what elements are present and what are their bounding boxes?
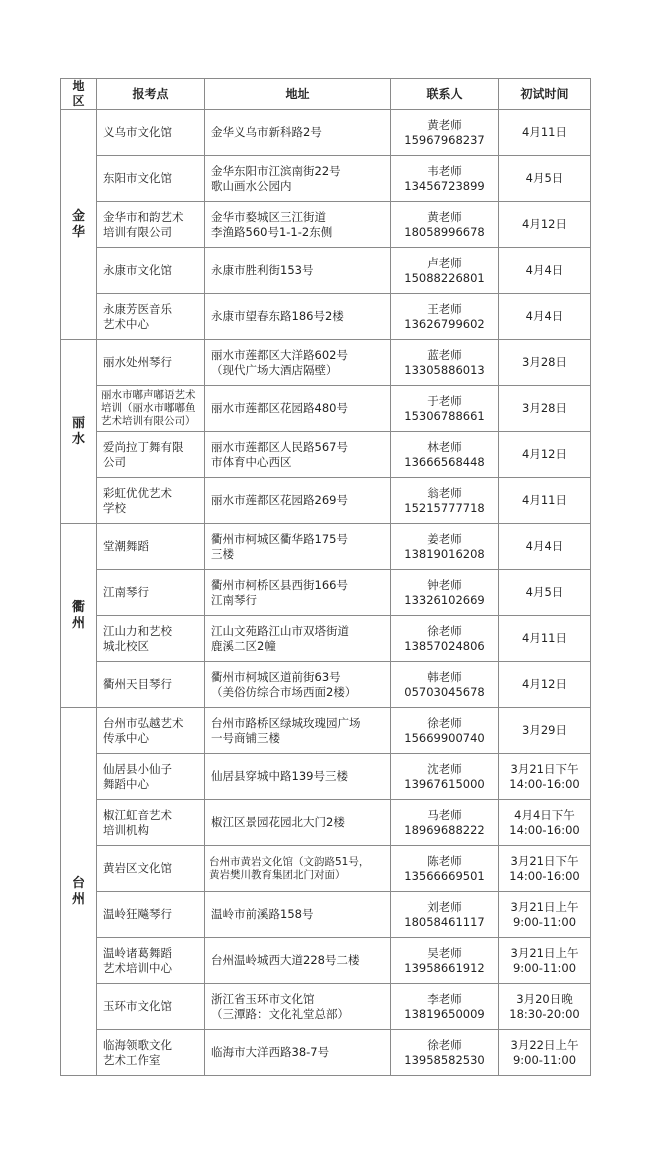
table-row xyxy=(61,1030,591,1076)
site-cell: 义乌市文化馆 xyxy=(97,110,205,156)
time-cell: 4月5日 xyxy=(499,570,591,616)
time-cell: 4月11日 xyxy=(499,110,591,156)
contact-cell: 蓝老师 13305886013 xyxy=(391,340,499,386)
site-cell: 堂潮舞蹈 xyxy=(97,524,205,570)
site-cell: 临海领歌文化 艺术工作室 xyxy=(97,1030,205,1076)
time-cell: 4月11日 xyxy=(499,616,591,662)
time-cell: 3月20日晚 18:30-20:00 xyxy=(499,984,591,1030)
contact-cell: 卢老师 15088226801 xyxy=(391,248,499,294)
address-cell: 丽水市莲都区人民路567号 市体育中心西区 xyxy=(205,432,391,478)
time-cell: 3月21日下午 14:00-16:00 xyxy=(499,846,591,892)
table-row xyxy=(61,662,591,708)
address-cell: 台州市黄岩文化馆（文韵路51号， 黄岩樊川教育集团北门对面） xyxy=(205,846,391,892)
contact-cell: 黄老师 15967968237 xyxy=(391,110,499,156)
contact-cell: 徐老师 13958582530 xyxy=(391,1030,499,1076)
address-cell: 金华义乌市新科路2号 xyxy=(205,110,391,156)
contact-cell: 翁老师 15215777718 xyxy=(391,478,499,524)
table-row xyxy=(61,616,591,662)
contact-cell: 林老师 13666568448 xyxy=(391,432,499,478)
table-body xyxy=(61,110,591,1076)
address-cell: 江山文苑路江山市双塔街道 鹿溪二区2幢 xyxy=(205,616,391,662)
time-cell: 4月12日 xyxy=(499,202,591,248)
site-cell: 金华市和韵艺术 培训有限公司 xyxy=(97,202,205,248)
header-time: 初试时间 xyxy=(499,79,591,110)
address-cell: 椒江区景园花园北大门2楼 xyxy=(205,800,391,846)
contact-cell: 刘老师 18058461117 xyxy=(391,892,499,938)
table-row xyxy=(61,202,591,248)
region-cell: 金 华 xyxy=(61,110,97,340)
time-cell: 4月5日 xyxy=(499,156,591,202)
site-cell: 仙居县小仙子 舞蹈中心 xyxy=(97,754,205,800)
table-row xyxy=(61,754,591,800)
site-cell: 彩虹优优艺术 学校 xyxy=(97,478,205,524)
contact-cell: 马老师 18969688222 xyxy=(391,800,499,846)
time-cell: 4月4日 xyxy=(499,294,591,340)
table-row xyxy=(61,846,591,892)
address-cell: 温岭市前溪路158号 xyxy=(205,892,391,938)
table-row xyxy=(61,570,591,616)
address-cell: 台州温岭城西大道228号二楼 xyxy=(205,938,391,984)
time-cell: 3月21日上午 9:00-11:00 xyxy=(499,938,591,984)
address-cell: 衢州市柯桥区县西街166号 江南琴行 xyxy=(205,570,391,616)
site-cell: 江山力和艺校 城北校区 xyxy=(97,616,205,662)
address-cell: 金华市婺城区三江街道 李渔路560号1-1-2东侧 xyxy=(205,202,391,248)
contact-cell: 徐老师 15669900740 xyxy=(391,708,499,754)
contact-cell: 韩老师 05703045678 xyxy=(391,662,499,708)
site-cell: 爱尚拉丁舞有限 公司 xyxy=(97,432,205,478)
contact-cell: 李老师 13819650009 xyxy=(391,984,499,1030)
site-cell: 黄岩区文化馆 xyxy=(97,846,205,892)
site-cell: 丽水处州琴行 xyxy=(97,340,205,386)
contact-cell: 姜老师 13819016208 xyxy=(391,524,499,570)
contact-cell: 韦老师 13456723899 xyxy=(391,156,499,202)
time-cell: 3月21日上午 9:00-11:00 xyxy=(499,892,591,938)
contact-cell: 黄老师 18058996678 xyxy=(391,202,499,248)
header-site: 报考点 xyxy=(97,79,205,110)
address-cell: 浙江省玉环市文化馆 （三潭路：文化礼堂总部） xyxy=(205,984,391,1030)
contact-cell: 钟老师 13326102669 xyxy=(391,570,499,616)
region-cell: 丽 水 xyxy=(61,340,97,524)
table-row xyxy=(61,708,591,754)
time-cell: 3月21日下午 14:00-16:00 xyxy=(499,754,591,800)
site-cell: 台州市弘越艺术 传承中心 xyxy=(97,708,205,754)
address-cell: 衢州市柯城区衢华路175号 三楼 xyxy=(205,524,391,570)
time-cell: 4月11日 xyxy=(499,478,591,524)
address-cell: 金华东阳市江滨南街22号 歌山画水公园内 xyxy=(205,156,391,202)
address-cell: 临海市大洋西路38-7号 xyxy=(205,1030,391,1076)
contact-cell: 吴老师 13958661912 xyxy=(391,938,499,984)
table-row xyxy=(61,156,591,202)
address-cell: 永康市胜利街153号 xyxy=(205,248,391,294)
table-row xyxy=(61,524,591,570)
header-contact: 联系人 xyxy=(391,79,499,110)
address-cell: 永康市望春东路186号2楼 xyxy=(205,294,391,340)
time-cell: 3月22日上午 9:00-11:00 xyxy=(499,1030,591,1076)
address-cell: 衢州市柯城区道前街63号 （美俗仿综合市场西面2楼） xyxy=(205,662,391,708)
time-cell: 4月12日 xyxy=(499,662,591,708)
exam-sites-table xyxy=(60,78,591,1076)
contact-cell: 陈老师 13566669501 xyxy=(391,846,499,892)
table-row xyxy=(61,110,591,156)
table-row xyxy=(61,386,591,432)
site-cell: 江南琴行 xyxy=(97,570,205,616)
site-cell: 丽水市嘟声嘟语艺术 培训（丽水市嘟嘟鱼 艺术培训有限公司） xyxy=(97,386,205,432)
site-cell: 永康市文化馆 xyxy=(97,248,205,294)
table-row xyxy=(61,478,591,524)
table-row xyxy=(61,984,591,1030)
contact-cell: 沈老师 13967615000 xyxy=(391,754,499,800)
time-cell: 3月28日 xyxy=(499,386,591,432)
header-address: 地址 xyxy=(205,79,391,110)
table-row xyxy=(61,800,591,846)
address-cell: 丽水市莲都区花园路480号 xyxy=(205,386,391,432)
header-region: 地区 xyxy=(61,79,97,110)
address-cell: 仙居县穿城中路139号三楼 xyxy=(205,754,391,800)
table-row xyxy=(61,340,591,386)
time-cell: 4月4日 xyxy=(499,524,591,570)
contact-cell: 王老师 13626799602 xyxy=(391,294,499,340)
site-cell: 衢州天目琴行 xyxy=(97,662,205,708)
table-header-row xyxy=(61,79,591,110)
site-cell: 玉环市文化馆 xyxy=(97,984,205,1030)
address-cell: 丽水市莲都区大洋路602号 （现代广场大酒店隔壁） xyxy=(205,340,391,386)
site-cell: 东阳市文化馆 xyxy=(97,156,205,202)
time-cell: 4月12日 xyxy=(499,432,591,478)
address-cell: 台州市路桥区绿城玫瑰园广场 一号商铺三楼 xyxy=(205,708,391,754)
site-cell: 温岭狂飚琴行 xyxy=(97,892,205,938)
contact-cell: 于老师 15306788661 xyxy=(391,386,499,432)
time-cell: 4月4日 xyxy=(499,248,591,294)
address-cell: 丽水市莲都区花园路269号 xyxy=(205,478,391,524)
table-row xyxy=(61,294,591,340)
site-cell: 椒江虹音艺术 培训机构 xyxy=(97,800,205,846)
time-cell: 3月28日 xyxy=(499,340,591,386)
region-cell: 台 州 xyxy=(61,708,97,1076)
table-row xyxy=(61,248,591,294)
time-cell: 4月4日下午 14:00-16:00 xyxy=(499,800,591,846)
site-cell: 永康芳医音乐 艺术中心 xyxy=(97,294,205,340)
table-row xyxy=(61,938,591,984)
table-row xyxy=(61,892,591,938)
table-row xyxy=(61,432,591,478)
region-cell: 衢 州 xyxy=(61,524,97,708)
time-cell: 3月29日 xyxy=(499,708,591,754)
contact-cell: 徐老师 13857024806 xyxy=(391,616,499,662)
site-cell: 温岭诸葛舞蹈 艺术培训中心 xyxy=(97,938,205,984)
